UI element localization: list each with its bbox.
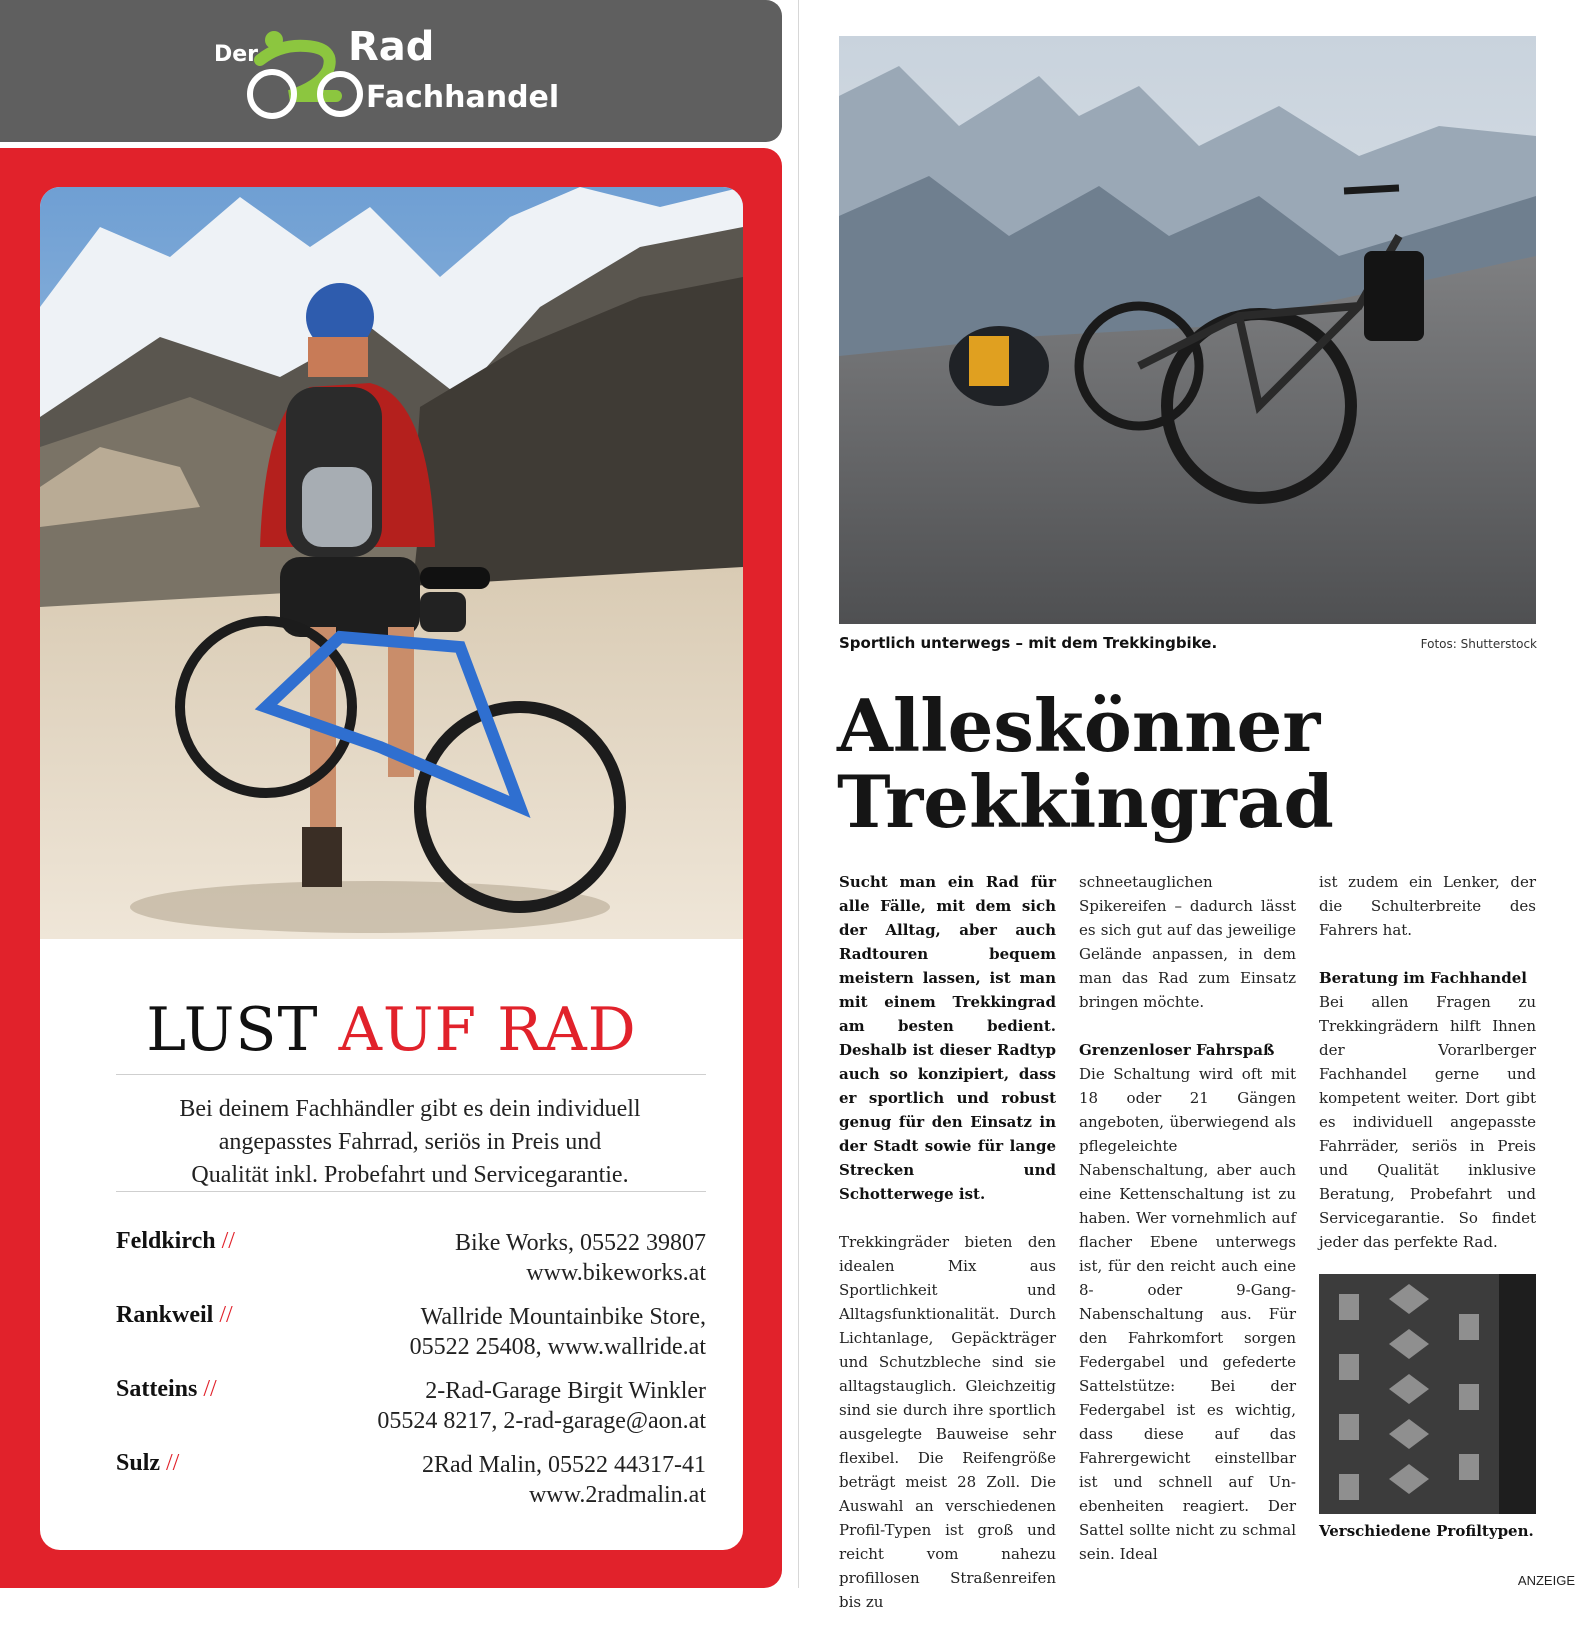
article (798, 0, 1576, 1611)
dealer-line: 2Rad Malin, 05522 44317-41 (422, 1452, 706, 1478)
headline-line: Alleskönner (837, 683, 1321, 768)
dealer-town: Sulz // (116, 1450, 180, 1476)
article-column-1 (839, 870, 1056, 1638)
mountain-cyclist-photo (40, 187, 743, 939)
dealer-feldkirch (116, 1228, 706, 1298)
tire-caption: Verschiedene Profiltypen. (1319, 1522, 1534, 1540)
ad-header (0, 0, 782, 142)
trekking-bike-photo (839, 36, 1536, 624)
article-paragraph: Die Schaltung wird oft mit 18 oder 21 Gängen angeboten, überwiegend als pflegeleichte Nabenschaltung, aber auch eine Kettenschaltung ist zu haben. Wer vornehmlich auf flacher Ebene unterwegs ist, für den reicht auch eine 8- oder 9-Gang-Nabenschaltung aus. Für den Fahrkomfort sorgen Federgabel und gefederte Sattelstütze: Bei der Federgabel ist es wichtig, dass diese auf das Fahrergewicht einstellbar ist und schnell auf Un-ebenheiten reagiert. Der Sattel sollte nicht zu schmal sein. Ideal (1079, 1065, 1296, 1563)
dealer-link[interactable]: 05524 8217, 2-rad-garage@aon.at (377, 1408, 706, 1434)
article-subhead: Beratung im Fachhandel (1319, 969, 1527, 987)
article-paragraph: schneetauglichen Spikereifen – dadurch lässt es sich gut auf das jeweilige Gelände anpassen, in dem man das Rad zum Einsatz bringen möchte. (1079, 873, 1296, 1011)
article-column-3 (1319, 870, 1536, 1278)
ad-card (40, 187, 743, 1550)
ad-intro-text (130, 1093, 690, 1192)
ad-intro-line: angepasstes Fahrrad, seriös in Preis und (218, 1129, 602, 1155)
ad-intro-line: Bei deinem Fachhändler gibt es dein individuell (179, 1096, 641, 1122)
dealer-info (455, 1228, 706, 1288)
dealer-town: Satteins // (116, 1376, 217, 1402)
dealer-satteins (116, 1376, 706, 1446)
article-column-2 (1079, 870, 1296, 1590)
ad-headline-black: LUST (146, 995, 319, 1065)
dealer-line: Wallride Mountainbike Store, (420, 1304, 706, 1330)
article-lead: Sucht man ein Rad für alle Fälle, mit dem sich der Alltag, aber auch Radtouren bequem meistern lassen, ist man mit einem Trekkingrad am besten bedient. Deshalb ist dieser Radtyp auch so konzipiert, dass er sportlich und robust genug für den Einsatz in der Stadt sowie für lange Strecken und Schotterwege ist. (839, 873, 1056, 1203)
logo-rad: Rad (348, 24, 435, 70)
article-paragraph: ist zudem ein Lenker, der die Schulterbreite des Fahrers hat. (1319, 873, 1536, 939)
tire-tread-photo (1319, 1274, 1536, 1514)
dealer-town: Feldkirch // (116, 1228, 235, 1254)
anzeige-label: ANZEIGE (1517, 1573, 1575, 1588)
article-paragraph: Trekkingräder bieten den idealen Mix aus Sportlichkeit und Alltagsfunktionalität. Durch Lichtanlage, Gepäckträger und Schutzbleche sind sie alltagstauglich. Gleichzeitig sind sie durch ihre sportlich ausgelegte Bauweise sehr flexibel. Die Reifengröße beträgt meist 28 Zoll. Die Auswahl an verschiedenen Profil-Typen ist groß und reicht vom nahezu profillosen Straßenreifen bis zu (839, 1233, 1056, 1611)
dealer-town: Rankweil // (116, 1302, 233, 1328)
dealer-link[interactable]: www.bikeworks.at (526, 1260, 706, 1286)
dealer-sulz (116, 1450, 706, 1520)
ad-divider-top (116, 1074, 706, 1075)
dealer-info (410, 1302, 706, 1362)
headline-line: Trekkingrad (837, 759, 1334, 844)
photo-credit: Fotos: Shutterstock (1420, 637, 1537, 651)
photo-caption: Sportlich unterwegs – mit dem Trekkingbike. (839, 634, 1218, 652)
logo-der: Der (214, 42, 259, 67)
ad-divider-bottom (116, 1191, 706, 1192)
article-paragraph: Bei allen Fragen zu Trekkingrädern hilft Ihnen der Vorarlberger Fachhandel gerne und kompetent weiter. Dort gibt es individuell angepasste Fahrräder, seriös in Preis und Qualität inklusive Beratung, Probefahrt und Servicegarantie. So findet jeder das perfekte Rad. (1319, 993, 1536, 1251)
article-subhead: Grenzenloser Fahrspaß (1079, 1041, 1275, 1059)
dealer-info (377, 1376, 706, 1436)
dealer-link[interactable]: 05522 25408, www.wallride.at (409, 1334, 706, 1360)
ad-headline (40, 995, 743, 1065)
dealer-info (422, 1450, 706, 1510)
article-headline (837, 683, 1334, 844)
ad-intro-line: Qualität inkl. Probefahrt und Servicegarantie. (191, 1162, 629, 1188)
dealer-line: Bike Works, 05522 39807 (455, 1230, 706, 1256)
logo-fachhandel: Fachhandel (366, 80, 560, 115)
dealer-rankweil (116, 1302, 706, 1372)
dealer-link[interactable]: www.2radmalin.at (528, 1482, 706, 1508)
dealer-line: 2-Rad-Garage Birgit Winkler (425, 1378, 706, 1404)
ad-headline-red: AUF RAD (338, 995, 637, 1065)
rad-fachhandel-logo (210, 24, 570, 128)
